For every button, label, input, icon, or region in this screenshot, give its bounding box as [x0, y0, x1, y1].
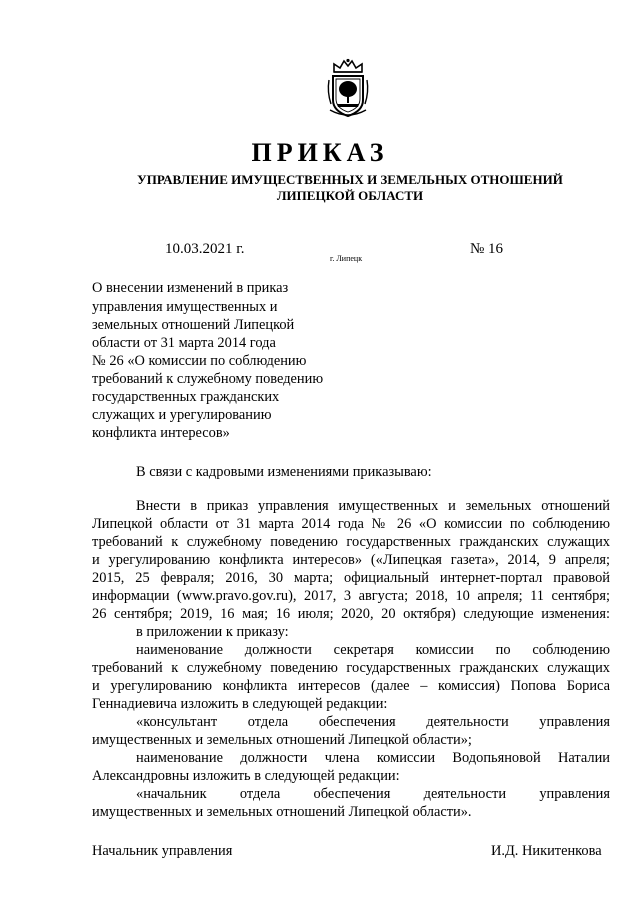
body-line: имущественных и земельных отношений Липецкой области»; [92, 732, 472, 748]
subject-line: государственных гражданских [92, 389, 280, 405]
body-line: наименование должности секретаря комиссии по соблюдению [136, 642, 610, 658]
body-line: в приложении к приказу: [136, 624, 289, 640]
body-line: Александровны изложить в следующей редакции: [92, 768, 400, 784]
subject-line: служащих и урегулированию [92, 407, 272, 423]
subject-line: области от 31 марта 2014 года [92, 335, 276, 351]
body-line: Геннадиевича изложить в следующей редакции: [92, 696, 388, 712]
subject-line: О внесении изменений в приказ [92, 280, 289, 296]
issuer-line: ЛИПЕЦКОЙ ОБЛАСТИ [276, 188, 424, 203]
body-line: 26 сентября; 2019, 16 мая; 16 июля; 2020, 20 октября) следующие изменения: [92, 606, 610, 622]
signature-position: Начальник управления [92, 843, 233, 859]
coat-of-arms-emblem [326, 58, 370, 118]
body-line: «консультант отдела обеспечения деятельности управления [136, 714, 610, 730]
body-line: наименование должности члена комиссии Водопьяновой Наталии [136, 750, 610, 766]
document-city: г. Липецк [330, 254, 363, 263]
body-line: информации (www.pravo.gov.ru), 2017, 3 августа; 2018, 10 апреля; 11 сентября; [92, 588, 610, 604]
body-line: и урегулированию конфликта интересов (далее – комиссия) Попова Бориса [92, 678, 610, 694]
body-line: требований к служебному поведению государственных гражданских служащих [92, 660, 610, 676]
document-number: № 16 [470, 241, 504, 257]
issuing-authority [100, 172, 600, 204]
document-date: 10.03.2021 г. [165, 241, 245, 257]
body-line: Внести в приказ управления имущественных и земельных отношений [136, 498, 610, 514]
preamble: В связи с кадровыми изменениями приказываю: [136, 464, 432, 480]
issuer-line: УПРАВЛЕНИЕ ИМУЩЕСТВЕННЫХ И ЗЕМЕЛЬНЫХ ОТНОШЕНИЙ [137, 172, 563, 187]
body-line: 2015, 25 февраля; 2016, 30 марта; официальный интернет-портал правовой [92, 570, 610, 586]
body-line: требований к служебному поведению государственных гражданских служащих [92, 534, 610, 550]
subject-line: № 26 «О комиссии по соблюдению [92, 353, 307, 369]
subject-line: конфликта интересов» [92, 425, 230, 441]
subject-line: требований к служебному поведению [92, 371, 324, 387]
body-line: и урегулированию конфликта интересов» («Липецкая газета», 2014, 9 апреля; [92, 552, 610, 568]
body-line: Липецкой области от 31 марта 2014 года № 26 «О комиссии по соблюдению [92, 516, 610, 532]
body-line: имущественных и земельных отношений Липецкой области». [92, 804, 472, 820]
subject-line: управления имущественных и [92, 299, 278, 315]
subject-line: земельных отношений Липецкой [92, 317, 295, 333]
signature-name: И.Д. Никитенкова [491, 843, 602, 859]
document-title: ПРИКАЗ [251, 138, 389, 167]
body-line: «начальник отдела обеспечения деятельности управления [136, 786, 610, 802]
